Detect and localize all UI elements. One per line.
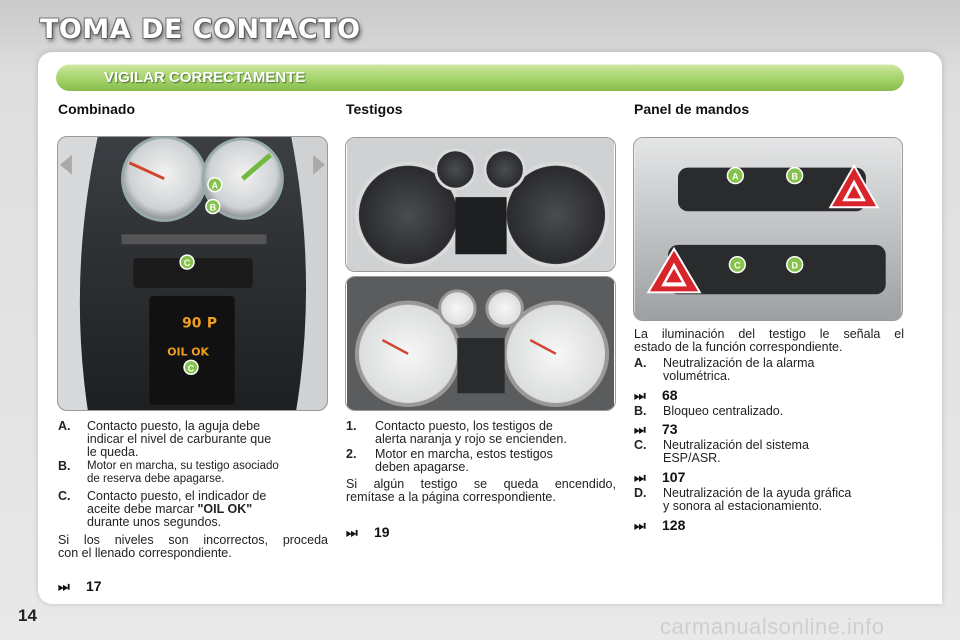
marker-b: B: [791, 171, 798, 182]
marker-c-upper: C: [183, 258, 191, 269]
fast-forward-icon: ⏭: [634, 422, 646, 437]
panel-ref-b[interactable]: ⏭ 73: [634, 421, 678, 437]
combinado-item-a: A. Contacto puesto, la aguja debe indicar el nivel de carburante que le queda.: [58, 419, 272, 459]
page-number: 14: [18, 606, 37, 625]
item-label: A.: [634, 356, 647, 370]
panel-ref-a[interactable]: ⏭ 68: [634, 387, 678, 403]
panel-intro: La iluminación del testigo le señala el estado de la función correspondiente.: [634, 327, 904, 354]
item-label: B.: [58, 459, 71, 473]
combinado-item-b: B. Motor en marcha, su testigo asociado de reserva debe apagarse.: [58, 459, 279, 485]
panel-ref-c[interactable]: ⏭ 107: [634, 469, 686, 485]
watermark: carmanualsonline.info: [660, 614, 885, 639]
item-label: C.: [58, 489, 71, 503]
item-label: C.: [634, 438, 647, 452]
fast-forward-icon: ⏭: [346, 525, 358, 540]
display-oil-ok: OIL OK: [167, 345, 210, 359]
heading-panel-de-mandos: Panel de mandos: [634, 101, 750, 117]
heading-combinado: Combinado: [58, 101, 135, 117]
panel-item-b: B. Bloqueo centralizado.: [634, 404, 784, 418]
panel-item-a: A. Neutralización de la alarma volumétrica.: [634, 356, 815, 383]
combinado-item-c: C. Contacto puesto, el indicador de aceite debe marcar "OIL OK" durante unos segundos.: [58, 489, 267, 529]
cluster-light-illustration: [346, 277, 615, 410]
testigos-page-ref[interactable]: ⏭ 19: [346, 524, 390, 540]
photo-combinado: [57, 136, 328, 411]
heading-testigos: Testigos: [346, 101, 403, 117]
fast-forward-icon: ⏭: [58, 579, 70, 594]
marker-d: D: [791, 260, 798, 271]
marker-c-lower: C: [187, 363, 195, 374]
marker-b: B: [209, 202, 217, 213]
photo-panel-de-mandos: [633, 137, 903, 321]
fast-forward-icon: ⏭: [634, 518, 646, 533]
marker-c: C: [734, 260, 741, 271]
page-title: TOMA DE CONTACTO: [40, 14, 361, 45]
combinado-note: Si los niveles son incorrectos, proceda con el llenado correspondiente.: [58, 533, 328, 560]
marker-a: A: [211, 180, 219, 191]
item-label: 1.: [346, 419, 357, 433]
display-gear: P: [206, 315, 218, 332]
section-banner-title: VIGILAR CORRECTAMENTE: [104, 69, 306, 86]
marker-a: A: [732, 171, 739, 182]
fast-forward-icon: ⏭: [634, 388, 646, 403]
item-label: D.: [634, 486, 647, 500]
photo-testigos-upper: [345, 137, 616, 272]
item-label: 2.: [346, 447, 357, 461]
testigos-item-1: 1. Contacto puesto, los testigos de alerta naranja y rojo se encienden.: [346, 419, 567, 446]
panel-item-d: D. Neutralización de la ayuda gráfica y sonora al estacionamiento.: [634, 486, 852, 513]
photo-testigos-lower: [345, 276, 616, 411]
item-label: B.: [634, 404, 647, 418]
display-fuel-value: 90: [182, 315, 202, 332]
panel-item-c: C. Neutralización del sistema ESP/ASR.: [634, 438, 809, 465]
combinado-page-ref[interactable]: ⏭ 17: [58, 578, 102, 594]
panel-ref-d[interactable]: ⏭ 128: [634, 517, 686, 533]
testigos-note: Si algún testigo se queda encendido, remítase a la página correspondiente.: [346, 477, 616, 504]
testigos-item-2: 2. Motor en marcha, estos testigos deben apagarse.: [346, 447, 553, 474]
control-panel-illustration: [634, 138, 902, 320]
cluster-dark-illustration: [346, 138, 615, 271]
item-label: A.: [58, 419, 71, 433]
fast-forward-icon: ⏭: [634, 470, 646, 485]
cluster-closeup-illustration: [58, 137, 327, 410]
